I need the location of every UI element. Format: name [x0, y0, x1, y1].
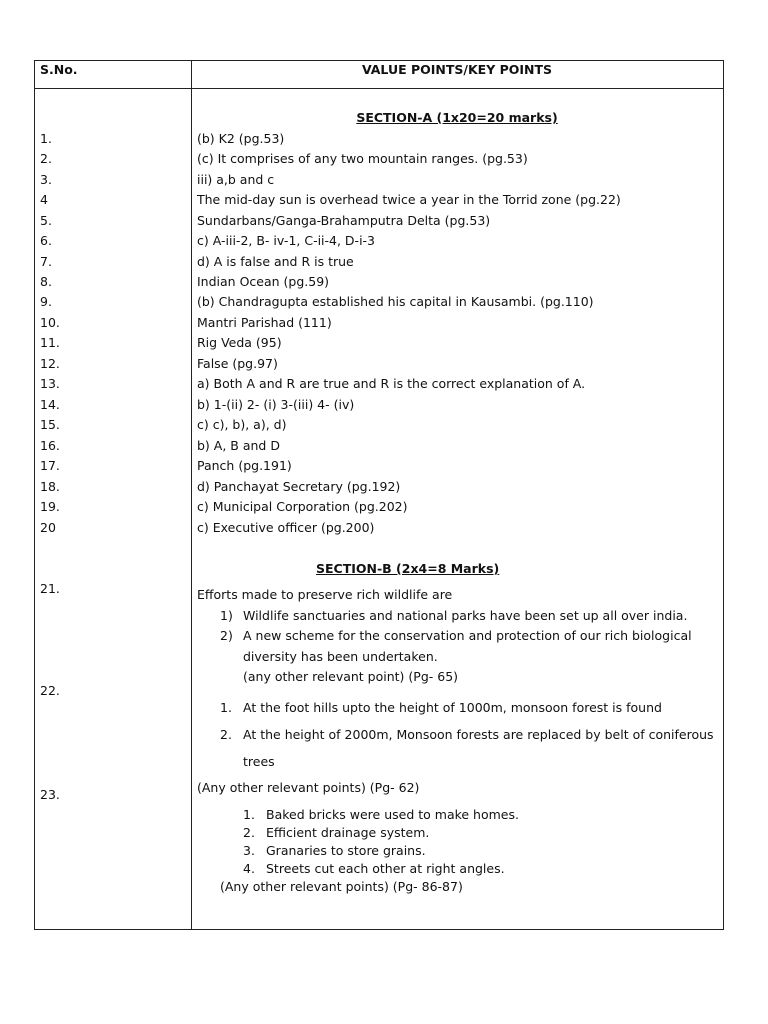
- row-number: 18.: [40, 479, 60, 494]
- row-number: 14.: [40, 397, 60, 412]
- q21-point-1: Wildlife sanctuaries and national parks have been set up all over india.: [243, 608, 688, 623]
- row-answer: Rig Veda (95): [197, 335, 282, 350]
- row-number: 16.: [40, 438, 60, 453]
- row-answer: b) 1-(ii) 2- (i) 3-(iii) 4- (iv): [197, 397, 355, 412]
- answer-key-table: [34, 60, 724, 930]
- q21-point-2-number: 2): [220, 628, 233, 643]
- q23-item-4: Streets cut each other at right angles.: [266, 861, 505, 876]
- row-answer: The mid-day sun is overhead twice a year in the Torrid zone (pg.22): [197, 192, 621, 207]
- row-number: 11.: [40, 335, 60, 350]
- row-answer: iii) a,b and c: [197, 172, 275, 187]
- q22-note: (Any other relevant points) (Pg- 62): [197, 780, 420, 795]
- row-number: 9.: [40, 294, 52, 309]
- row-answer: Mantri Parishad (111): [197, 315, 332, 330]
- q21-point-2-line-1: A new scheme for the conservation and protection of our rich biological: [243, 628, 692, 643]
- row-number: 6.: [40, 233, 52, 248]
- q23-item-2-number: 2.: [243, 825, 255, 840]
- row-answer: Sundarbans/Ganga-Brahamputra Delta (pg.53): [197, 213, 491, 228]
- q23-item-3-number: 3.: [243, 843, 255, 858]
- row-number: 4: [40, 192, 48, 207]
- column-divider: [191, 61, 192, 929]
- q23-number: 23.: [40, 787, 60, 802]
- row-answer: False (pg.97): [197, 356, 278, 371]
- row-number: 20: [40, 520, 56, 535]
- row-answer: Indian Ocean (pg.59): [197, 274, 330, 289]
- q22-point-1-number: 1.: [220, 700, 232, 715]
- row-answer: a) Both A and R are true and R is the correct explanation of A.: [197, 376, 586, 391]
- section-a-title: SECTION-A (1x20=20 marks): [356, 110, 558, 125]
- row-number: 2.: [40, 151, 52, 166]
- row-answer: (c) It comprises of any two mountain ranges. (pg.53): [197, 151, 528, 166]
- q23-item-1: Baked bricks were used to make homes.: [266, 807, 519, 822]
- row-number: 5.: [40, 213, 52, 228]
- row-answer: c) Executive officer (pg.200): [197, 520, 375, 535]
- q21-note: (any other relevant point) (Pg- 65): [243, 669, 459, 684]
- row-number: 10.: [40, 315, 60, 330]
- q21-intro: Efforts made to preserve rich wildlife are: [197, 587, 453, 602]
- row-number: 7.: [40, 254, 52, 269]
- header-value-points: VALUE POINTS/KEY POINTS: [361, 62, 553, 77]
- header-divider: [35, 88, 723, 89]
- q23-item-1-number: 1.: [243, 807, 255, 822]
- q23-note: (Any other relevant points) (Pg- 86-87): [220, 879, 463, 894]
- q22-point-2-number: 2.: [220, 727, 232, 742]
- header-sno: S.No.: [40, 62, 78, 77]
- q22-number: 22.: [40, 683, 60, 698]
- q22-point-1: At the foot hills upto the height of 1000m, monsoon forest is found: [243, 700, 662, 715]
- row-number: 13.: [40, 376, 60, 391]
- row-number: 3.: [40, 172, 52, 187]
- row-answer: c) A-iii-2, B- iv-1, C-ii-4, D-i-3: [197, 233, 376, 248]
- q23-item-3: Granaries to store grains.: [266, 843, 426, 858]
- q21-point-1-number: 1): [220, 608, 233, 623]
- row-answer: (b) Chandragupta established his capital in Kausambi. (pg.110): [197, 294, 594, 309]
- q22-point-2-line-2: trees: [243, 754, 275, 769]
- section-b-title: SECTION-B (2x4=8 Marks): [316, 561, 500, 576]
- q23-item-2: Efficient drainage system.: [266, 825, 430, 840]
- row-answer: d) Panchayat Secretary (pg.192): [197, 479, 401, 494]
- row-number: 12.: [40, 356, 60, 371]
- row-number: 17.: [40, 458, 60, 473]
- row-answer: b) A, B and D: [197, 438, 280, 453]
- row-answer: (b) K2 (pg.53): [197, 131, 285, 146]
- q22-point-2-line-1: At the height of 2000m, Monsoon forests are replaced by belt of coniferous: [243, 727, 714, 742]
- row-answer: c) Municipal Corporation (pg.202): [197, 499, 408, 514]
- row-answer: c) c), b), a), d): [197, 417, 287, 432]
- row-number: 1.: [40, 131, 52, 146]
- q23-item-4-number: 4.: [243, 861, 255, 876]
- row-number: 15.: [40, 417, 60, 432]
- row-number: 8.: [40, 274, 52, 289]
- row-answer: Panch (pg.191): [197, 458, 292, 473]
- row-number: 19.: [40, 499, 60, 514]
- q21-point-2-line-2: diversity has been undertaken.: [243, 649, 438, 664]
- row-answer: d) A is false and R is true: [197, 254, 354, 269]
- q21-number: 21.: [40, 581, 60, 596]
